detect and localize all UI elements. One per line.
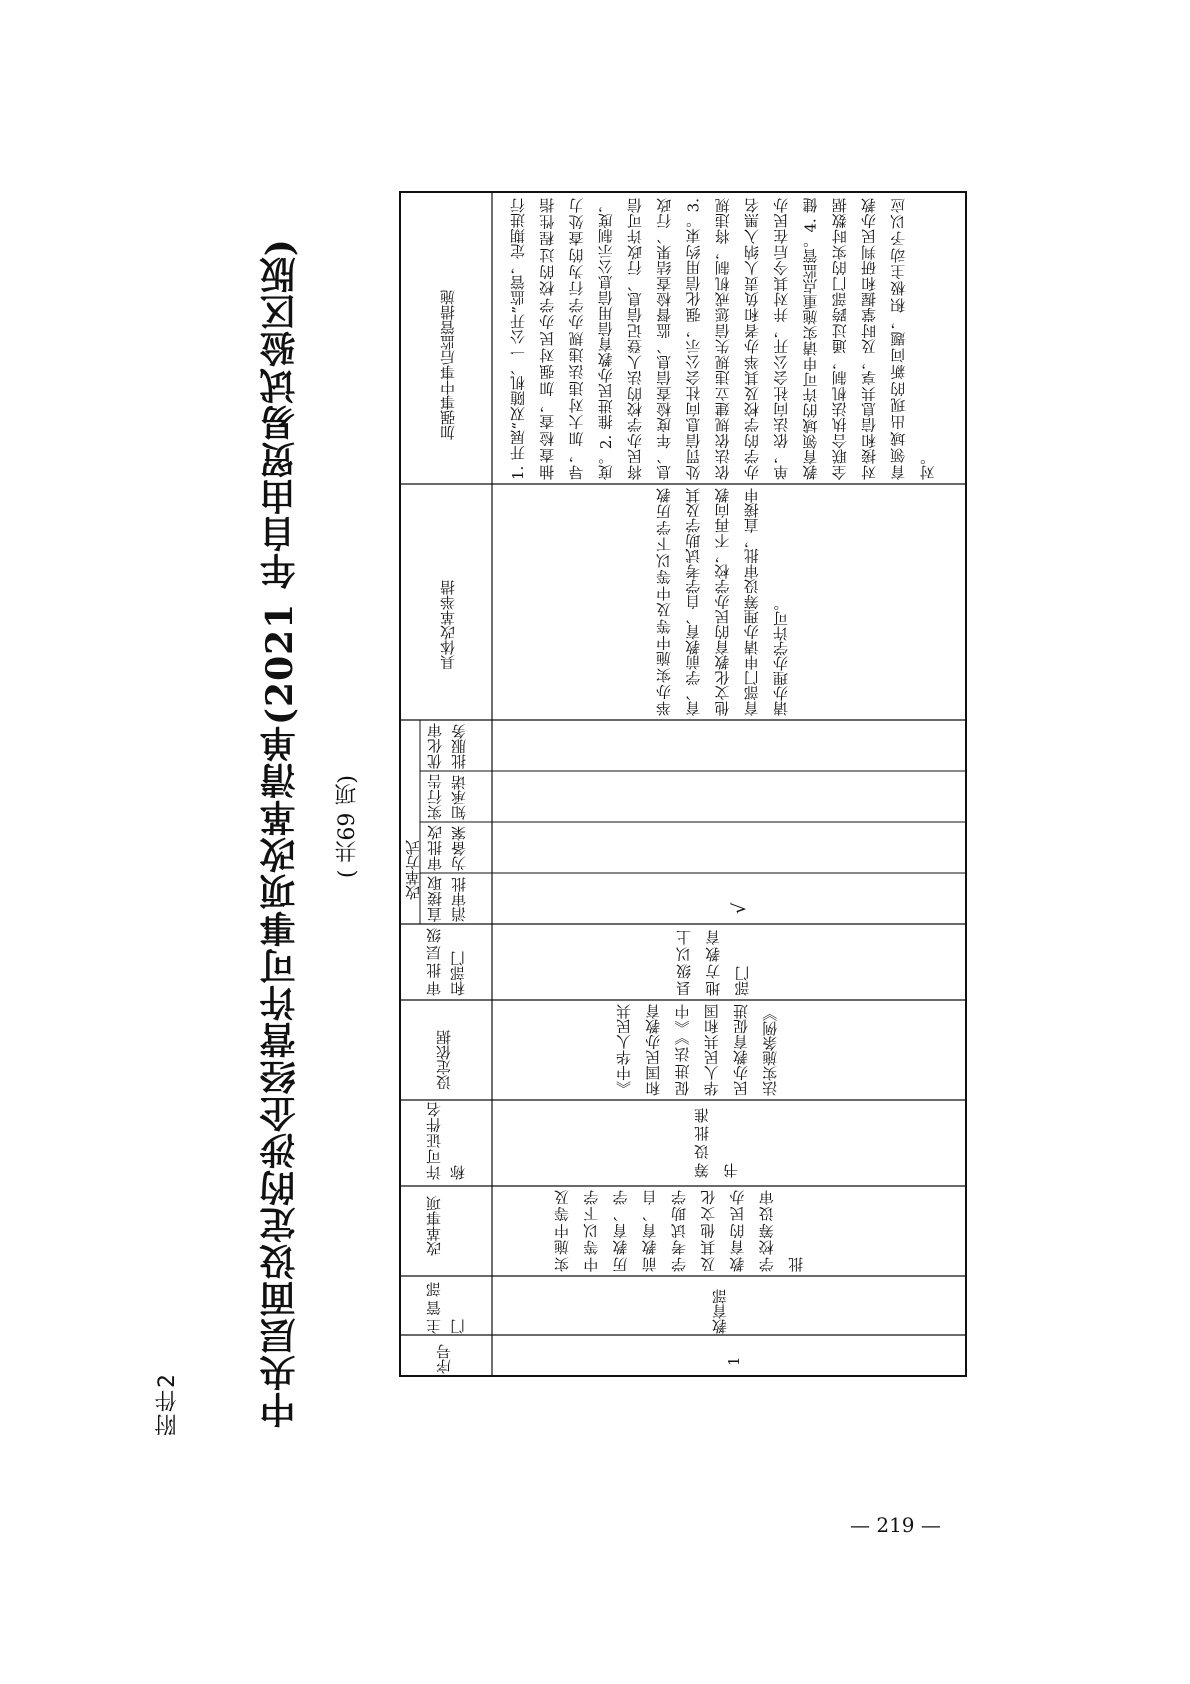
row1-basis: 《中华人民共和国民办教育促进法》《中华人民共和国民办教育促进法实施条例》 bbox=[615, 1004, 780, 1096]
row1-level: 县级以上地方教育部门 bbox=[675, 930, 752, 996]
row1-measures: 举办实施中等及中等以下学历教育、学前教育、自学考试助学及其他文化教育的民办学校，不再向教育部门申请办理筹设审批，直接申请办理办学许可。 bbox=[655, 488, 790, 716]
row1-dept: 教育部 bbox=[711, 1289, 729, 1334]
header-level: 审批层级和部门 bbox=[425, 928, 467, 996]
header-license: 许可证件名称 bbox=[425, 1102, 467, 1180]
row1-seq: 1 bbox=[725, 1356, 743, 1366]
header-reform-mode: 改革方式 bbox=[404, 840, 422, 900]
row1-mode-cancel: √ bbox=[729, 902, 750, 914]
header-mode-notify: 实行告知承诺 bbox=[426, 774, 468, 820]
row1-license: 筹设批准书 bbox=[693, 1108, 741, 1178]
header-item: 改革事项 bbox=[425, 1196, 443, 1256]
attachment-label: 附件2 bbox=[155, 1372, 180, 1436]
page-title: 中央层面设定的涉企经营许可事项改革清单(2021 年自由贸易试验区版) bbox=[259, 238, 301, 1428]
header-supervision: 加强事中事后监管措施 bbox=[439, 290, 457, 440]
header-measures: 具体改革举措 bbox=[439, 580, 457, 670]
page-number: — 219 — bbox=[850, 1513, 941, 1537]
row1-supervision: 1. 开展“双随机、一公开”监管，定期进行抽查检查，加强对民办学校的过程性指导，加大对违法违规办学行为的查处力度。2. 推进民办教育信用信息公示制度，将民办学校的法人登记信息、行政许可信息、年度检查信息、监督检查结果、行政处罚信息向社会公示，强化信用约束。3. 依法依规建立违规失信惩戒机制，将违规办学的学校及其举办者和负责人纳入黑名单，依法向社会公开，并对其今后在民办教育领域的许可申请实施重点监管。4. 健全联合执法机制，通过跨部门的实时数据对接和信息共享，及时掌握和研判民办教育领域出现的新问题，积极主动予以应对。 bbox=[509, 198, 937, 480]
header-dept: 主管部门 bbox=[425, 1282, 467, 1334]
header-mode-cancel: 直接取消审批 bbox=[426, 876, 468, 922]
header-basis: 设定依据 bbox=[435, 1030, 453, 1090]
header-mode-filing: 审批改为备案 bbox=[426, 825, 468, 871]
row1-item: 实施中等及中等以下学历教育、学前教育、自学考试助学及其他文化教育的民办学校筹设审批 bbox=[553, 1190, 805, 1272]
header-seq: 序号 bbox=[435, 1344, 453, 1374]
page-subtitle: ( 共69 项) bbox=[335, 775, 360, 879]
header-mode-optimize: 优化审批服务 bbox=[426, 723, 468, 769]
